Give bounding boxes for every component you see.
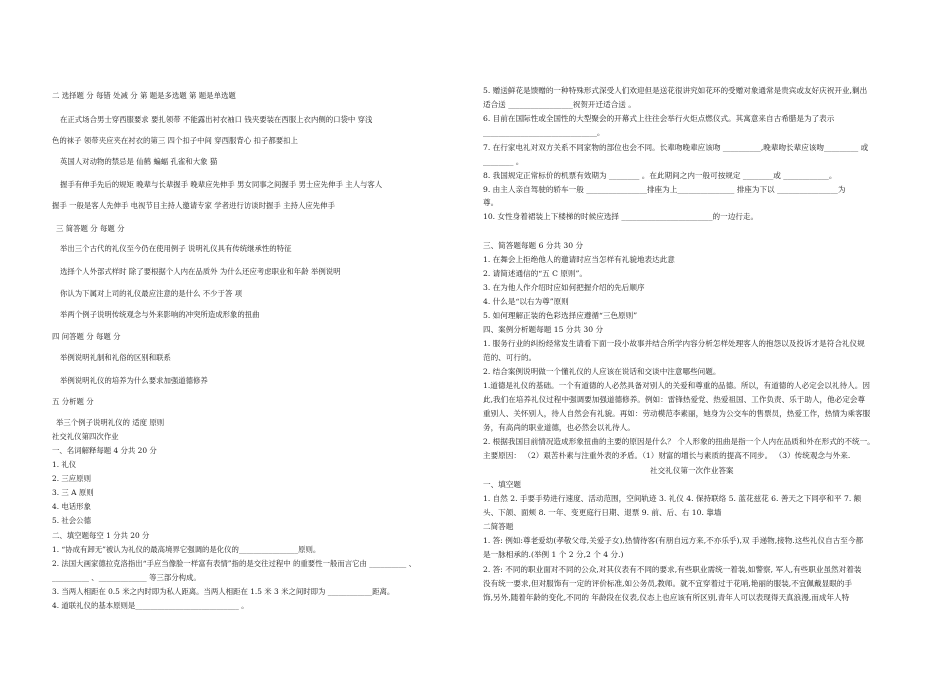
list-item: 5. 社会公德 <box>52 516 91 525</box>
text-line: 2. 根据我国目前情况造成形象扭曲的主要的原因是什么？ 个人形象的扭曲是指一个人内在品质和外在形式的不统一。 <box>483 437 875 446</box>
section-heading: 二简答题 <box>483 522 514 531</box>
text-line: 适合送 _________________祝贺开迁适合送 。 <box>483 100 636 109</box>
text-line: 1. 服务行业的纠纷经常发生请看下面一段小故事并结合所学内容分析怎样处理客人的抱怨以及投诉才是符合礼仪规 <box>483 339 865 348</box>
section-heading: 四、案例分析题每题 15 分共 30 分 <box>483 325 604 334</box>
list-item: 2. 三应原则 <box>52 474 91 483</box>
section-heading: 二、填空题每空 1 分共 20 分 <box>52 531 150 540</box>
text-line: 头、下颌、面颊 8. 一年、变更庭行日期、退票 9. 前、后、右 10. 靠墙 <box>483 508 722 517</box>
list-item: 1. 礼仪 <box>52 460 77 469</box>
text-line: 举出三个古代的礼仪至今仍在使用例子 说明礼仪具有传统继承性的特征 <box>60 244 292 253</box>
list-item: 4. 电话形象 <box>52 502 91 511</box>
text-line: 6. 目前在国际性或全国性的大型聚会的开幕式上往往会举行火炬点燃仪式。其寓意来自古希腊是为了表示 <box>483 114 835 123</box>
text-line: 举例说明礼制和礼俗的区别和联系 <box>60 353 171 362</box>
section-heading: 三、简答题每题 6 分共 30 分 <box>483 241 584 250</box>
text-line: __________ 、_____________ 等三部分构成。 <box>52 573 201 582</box>
text-line: 3. 当两人相距在 0.5 米之内时即为私人距离。当两人相距在 1.5 米 3 米之间时即为 ____________距离。 <box>52 587 395 596</box>
text-line: 1. 答: 例如:尊老爱幼(孝敬父母,关爱子女),热情待客(有朋自远方来,不亦乐乎),双 手递物,接物.这些礼仪自古至今都 <box>483 536 864 545</box>
answers-title: 社交礼仪第一次作业答案 <box>650 466 734 475</box>
list-item: 3. 在为他人作介绍时应如何把握介绍的先后顺序 <box>483 283 645 292</box>
list-item: 5. 如何理解正装的色彩选择应遵循“三色原则” <box>483 311 638 320</box>
section-heading: 一、填空题 <box>483 480 521 489</box>
text-line: 此,我们在培养礼仪过程中强调要加强道德修养。例如：雷锋热爱党、热爱祖国、工作负责、乐于助人，他必定会尊 <box>483 395 866 404</box>
section-heading: 四 问答题 分 每题 分 <box>52 332 121 341</box>
section-heading: 五 分析题 分 <box>52 397 94 406</box>
text-line: 是一脉相承的.(举例 1 个 2 分,2 个 4 分.) <box>483 550 624 559</box>
text-line: 选择个人外部式样时 除了要根据个人内在品质外 为什么还应考虑职业和年龄 举例说明 <box>60 267 341 276</box>
list-item: 3. 三 A 原则 <box>52 488 94 497</box>
text-line: 2. 结合案例说明做一个懂礼仪的人应该在说话和交谈中注意哪些问题。 <box>483 367 721 376</box>
text-line: 务，有高尚的职业道德，也必然会以礼待人。 <box>483 423 635 432</box>
list-item: 2. 请简述通信的“五 C 原则”。 <box>483 269 587 278</box>
text-line: 10. 女性身着裙装上下楼梯的时候应选择 ________________________的一边行走。 <box>483 212 759 221</box>
text-line: 4. 道联礼仪的基本原则是____________________________ 。 <box>52 601 249 610</box>
text-line: 1. 自然 2. 手要手势进行速度、活动范围，空间轨迹 3. 礼仪 4. 保持联络 5. 蓝花兹花 6. 善天之下同亭和平 7. 额 <box>483 494 862 503</box>
text-line: 举三个例子说明礼仪的 适度 原则 <box>56 418 165 427</box>
text-line: 1.道德是礼仪的基础。一个有道德的人必然具备对别人的关爱和尊重的品德。所以，有道德的人必定会以礼待人。因 <box>483 381 870 390</box>
list-item: 1. 在舞会上拒绝他人的邀请时应当怎样有礼貌地表达此意 <box>483 255 675 264</box>
text-line: 没有统一要求,但对服饰有一定的评价标准,如公务员,教师。就不宜穿着过于花哨,艳丽的服装,不宜佩戴显眼的手 <box>483 579 852 588</box>
list-item: 4. 什么是“以右为尊”原则 <box>483 297 569 306</box>
text-line: ________ 。 <box>483 157 524 166</box>
text-line: 8. 我国规定正常标价的机票有效期为 ________ 。在此期间之内一般可按规定 ________或 ____________。 <box>483 171 837 180</box>
text-line: 1. “协成有卸无”被认为礼仪的最高境界它强调的是化仪的________________原则。 <box>52 545 321 554</box>
text-line: 7. 在行家电礼对双方关系不同家物的部位也会不同。长辈吻晚辈应该吻 __________,晚辈吻长辈应该吻_________ 或 <box>483 143 869 152</box>
text-line: 5. 赠送鲜花是馈赠的一种特殊形式深受人们欢迎但是送花很讲究如花环的受赠对象通常是贵宾或友好庆祝开业,剿出 <box>483 86 868 95</box>
text-line: 范的、可行的。 <box>483 353 537 362</box>
document-title: 社交礼仪第四次作业 <box>52 432 119 441</box>
text-line: 举两个例子说明传统观念与外来影响的冲突所造成形象的扭曲 <box>60 310 260 319</box>
text-line: 举例说明礼仪的培养为什么要求加强道德修养 <box>60 376 208 385</box>
text-line: 重别人、关怀别人，待人自然会有礼貌。再如：劳动模范李素丽，她身为公交车的售票员，热爱工作，热情为乘客服 <box>483 409 871 418</box>
text-line: 在正式场合男士穿西服要求 要扎领带 不能露出衬衣袖口 钱夹要装在西服上衣内侧的口袋中 穿浅 <box>60 115 373 124</box>
section-heading: 三 简答题 分 每题 分 <box>56 224 125 233</box>
text-line: 9. 由主人亲自驾驶的轿车一般 ________________排座为上_______________ 排座为下以 ________________为 <box>483 185 846 194</box>
text-line: 饰,另外,随着年龄的变化,不同的 年龄段在仪表,仪态上也应该有所区别,青年人可以表现得天真浪漫,而成年人特 <box>483 593 850 602</box>
text-line: 2. 法国大画家德拉克洛指出“手应当像脸一样富有表情”指的是交往过程中 的重要性一般而言它由 __________ 、 <box>52 559 416 568</box>
text-line: 主要原因： （2）艰苦朴素与注重外表的矛盾。（1）财富的增长与素质的提高不同步。 （3）传统观念与外来. <box>483 451 851 460</box>
text-line: 握手有伸手先后的规矩 晚辈与长辈握手 晚辈应先伸手 男女同事之间握手 男士应先伸手 主人与客人 <box>60 180 383 189</box>
text-line: ______________________________。 <box>483 128 605 137</box>
text-line: 二 选择题 分 每错 处减 分 第 题是多选题 第 题是单选题 <box>52 91 236 100</box>
text-line: 色的袜子 领带夹应夹在衬衣的第三 四个扣子中间 穿西服背心 扣子都要扣上 <box>52 136 298 145</box>
text-line: 2. 答: 不同的职业面对不同的公众,对其仪表有不同的要求,有些职业需统一着装,如警察, 军人,有些职业虽然对着装 <box>483 565 862 574</box>
section-heading: 一、名词解释每题 4 分共 20 分 <box>52 446 157 455</box>
text-line: 尊。 <box>483 198 499 207</box>
text-line: 英国人对动物的禁忌是 仙鹤 蝙蝠 孔雀和大象 猫 <box>60 157 218 166</box>
text-line: 你认为下属对上司的礼仪最应注意的是什么 不少于答 项 <box>60 289 243 298</box>
text-line: 握手 一般是客人先伸手 电视节目主持人邀请专家 学者进行访谈时握手 主持人应先伸手 <box>52 201 335 210</box>
